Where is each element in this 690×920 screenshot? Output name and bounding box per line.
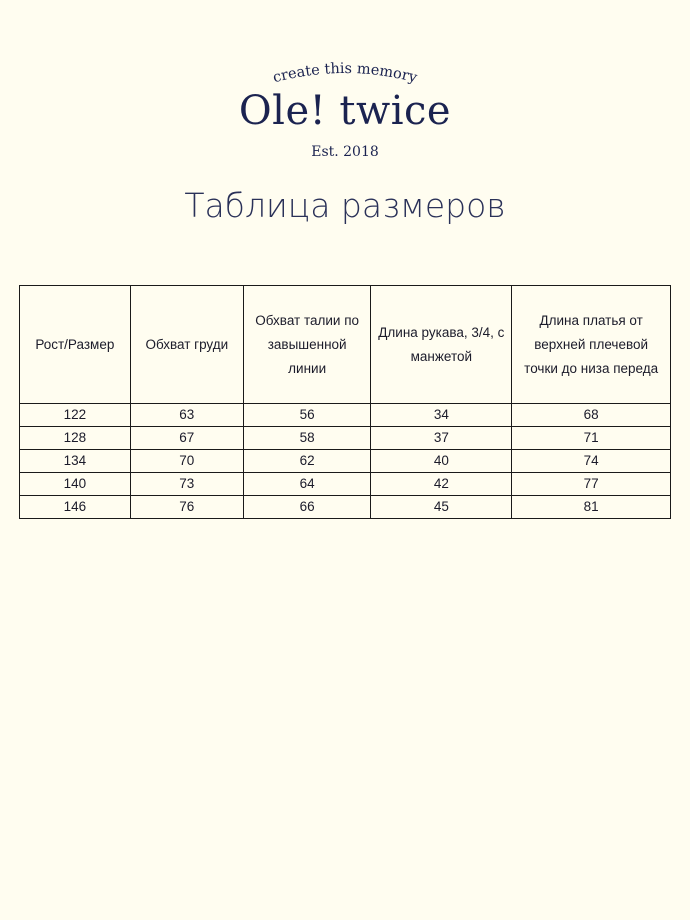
svg-text:create this memory (271, 61, 419, 87)
table-row (20, 450, 671, 473)
header-height-size: Рост/Размер (20, 286, 131, 404)
cell-dress-length: 77 (512, 473, 671, 496)
header-chest: Обхват груди (130, 286, 243, 404)
cell-chest: 76 (130, 496, 243, 519)
size-table (19, 285, 671, 519)
cell-dress-length: 71 (512, 427, 671, 450)
cell-waist: 58 (243, 427, 370, 450)
cell-height-size: 146 (20, 496, 131, 519)
cell-waist: 66 (243, 496, 370, 519)
header-sleeve-length: Длина рукава, 3/4, с манжетой (371, 286, 512, 404)
table-row (20, 404, 671, 427)
cell-dress-length: 68 (512, 404, 671, 427)
cell-sleeve-length: 37 (371, 427, 512, 450)
table-row (20, 496, 671, 519)
table-row (20, 473, 671, 496)
cell-sleeve-length: 45 (371, 496, 512, 519)
cell-chest: 70 (130, 450, 243, 473)
cell-height-size: 122 (20, 404, 131, 427)
brand-established: Est. 2018 (311, 144, 379, 160)
brand-name: Ole! twice (238, 88, 452, 134)
table-header-row (20, 286, 671, 404)
brand-tagline-arc (0, 52, 690, 92)
cell-dress-length: 74 (512, 450, 671, 473)
cell-sleeve-length: 40 (371, 450, 512, 473)
cell-sleeve-length: 42 (371, 473, 512, 496)
cell-chest: 73 (130, 473, 243, 496)
cell-waist: 62 (243, 450, 370, 473)
cell-chest: 63 (130, 404, 243, 427)
table-row (20, 427, 671, 450)
cell-waist: 64 (243, 473, 370, 496)
cell-waist: 56 (243, 404, 370, 427)
header-waist: Обхват талии по завышенной линии (243, 286, 370, 404)
brand-tagline: create this memory (271, 60, 419, 87)
cell-sleeve-length: 34 (371, 404, 512, 427)
page-title: Таблица размеров (184, 186, 506, 225)
cell-dress-length: 81 (512, 496, 671, 519)
cell-height-size: 134 (20, 450, 131, 473)
cell-height-size: 128 (20, 427, 131, 450)
cell-height-size: 140 (20, 473, 131, 496)
cell-chest: 67 (130, 427, 243, 450)
header-dress-length: Длина платья от верхней плечевой точки до низа переда (512, 286, 671, 404)
